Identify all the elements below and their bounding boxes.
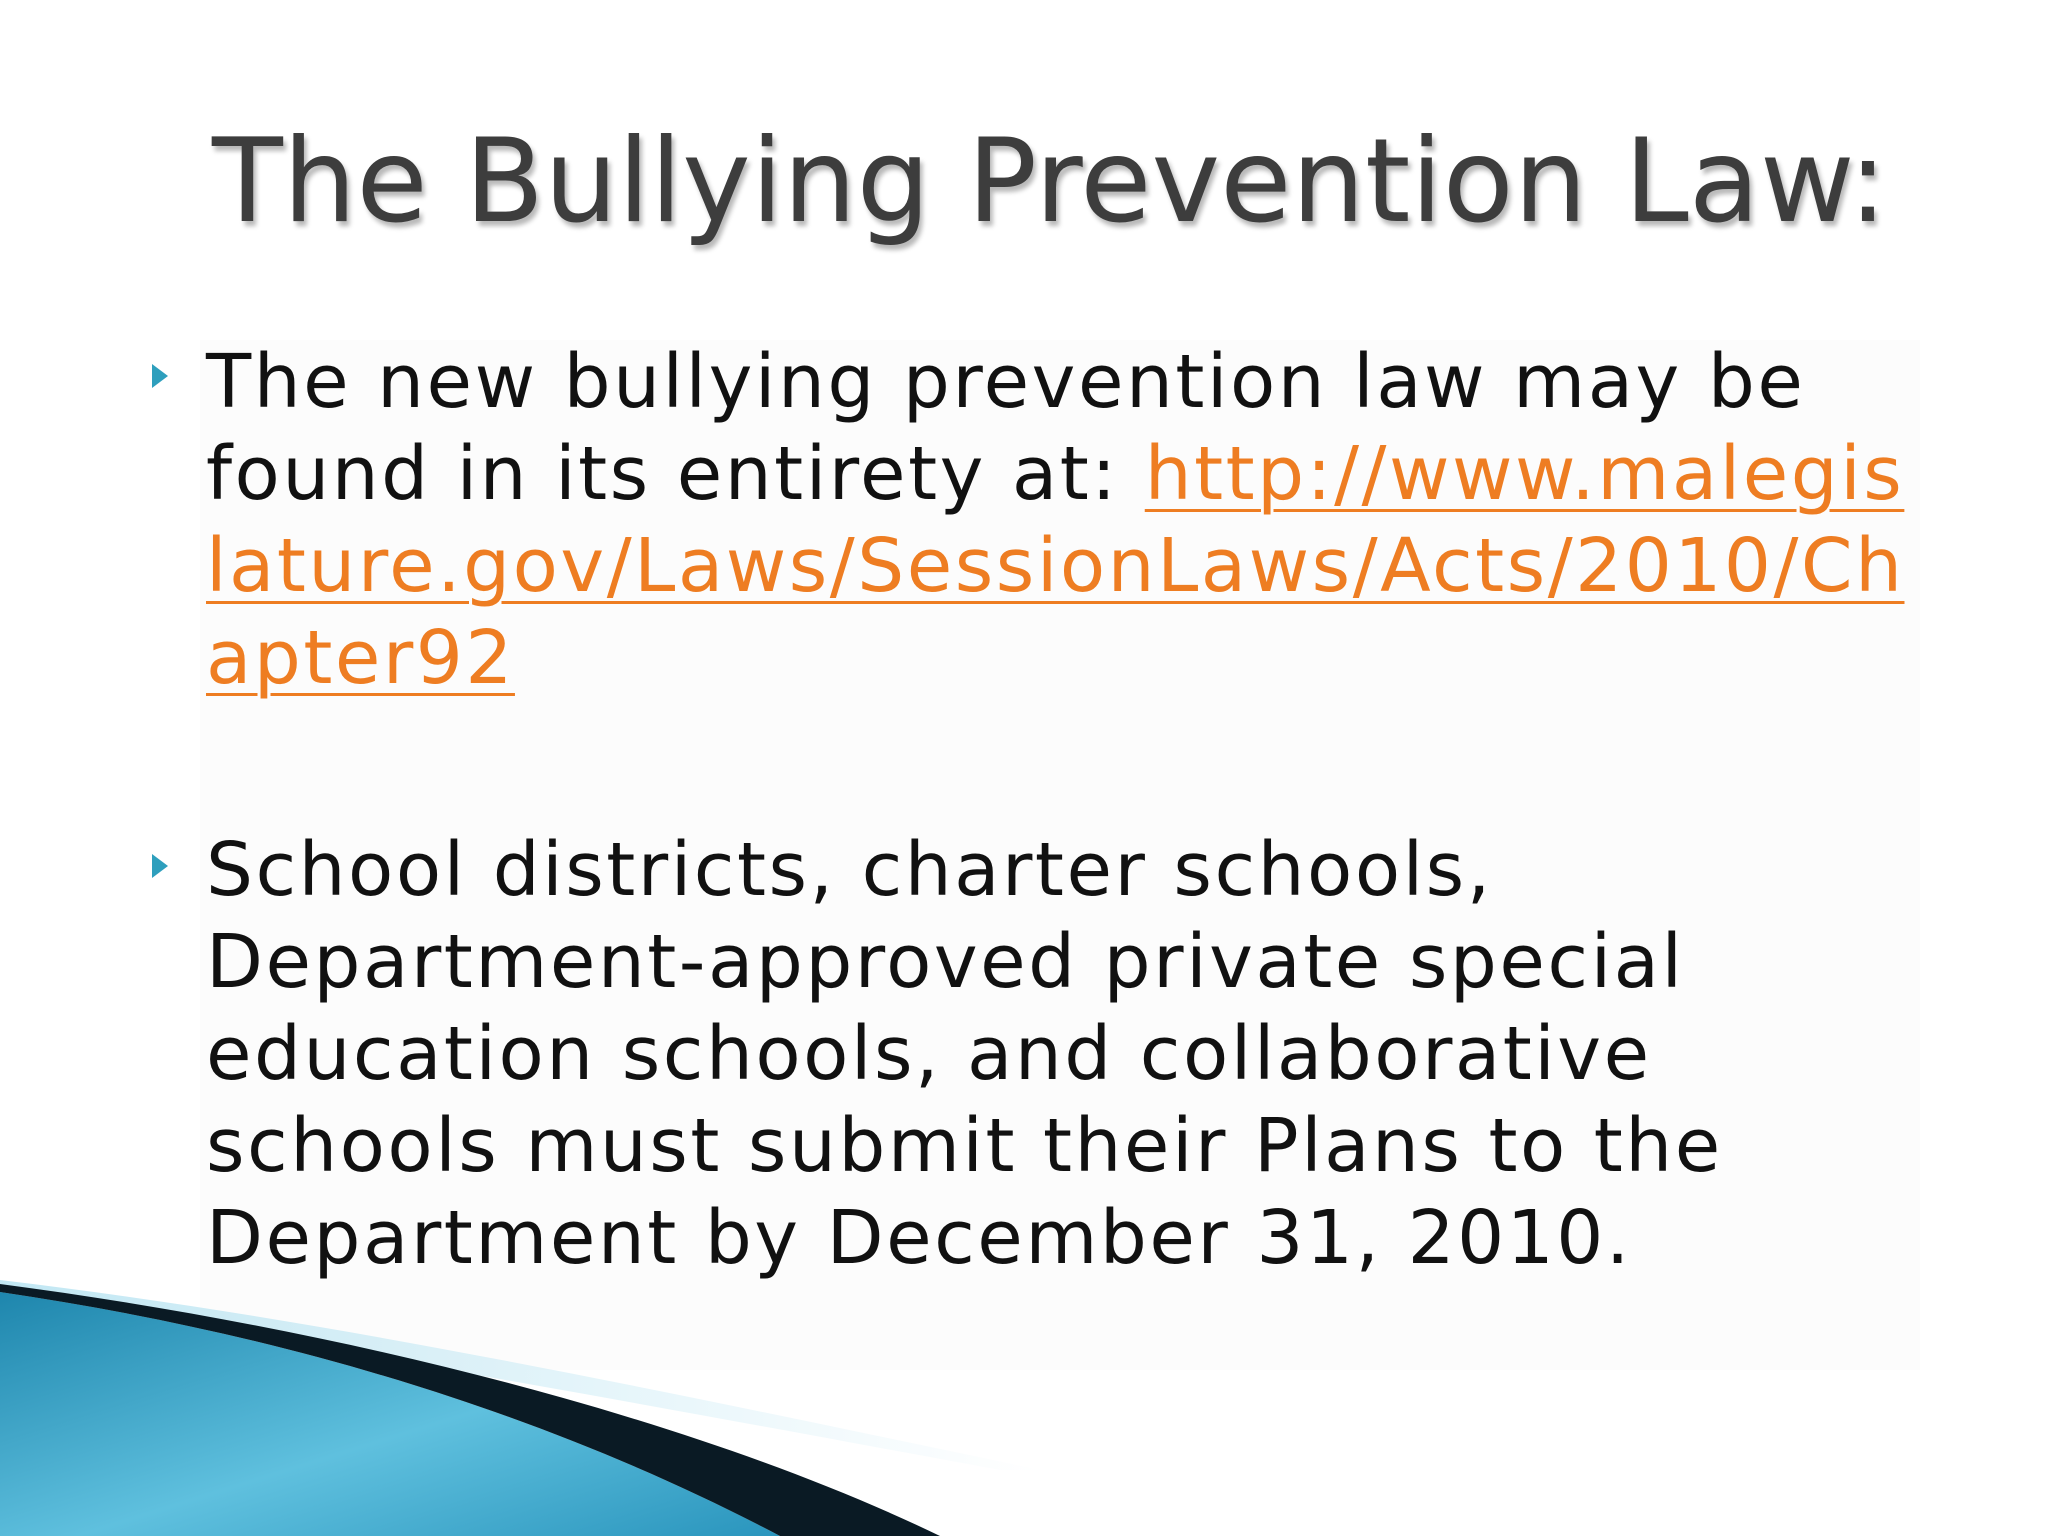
bullet-item-plan-deadline: School districts, charter schools, Department-approved private special education schools, and collaborative schools must submit their Plans to the Department by December 31, 2010. — [206, 827, 1723, 1281]
slide-title: The Bullying Prevention Law: — [212, 114, 1888, 249]
bullet-text: The new bullying prevention law may be found in its entirety at: — [206, 339, 1806, 517]
law-link[interactable]: http://www.malegislature.gov/Laws/SessionLaws/Acts/2010/Chapter92 — [206, 431, 1905, 701]
swoosh-blue-band — [0, 1292, 780, 1536]
